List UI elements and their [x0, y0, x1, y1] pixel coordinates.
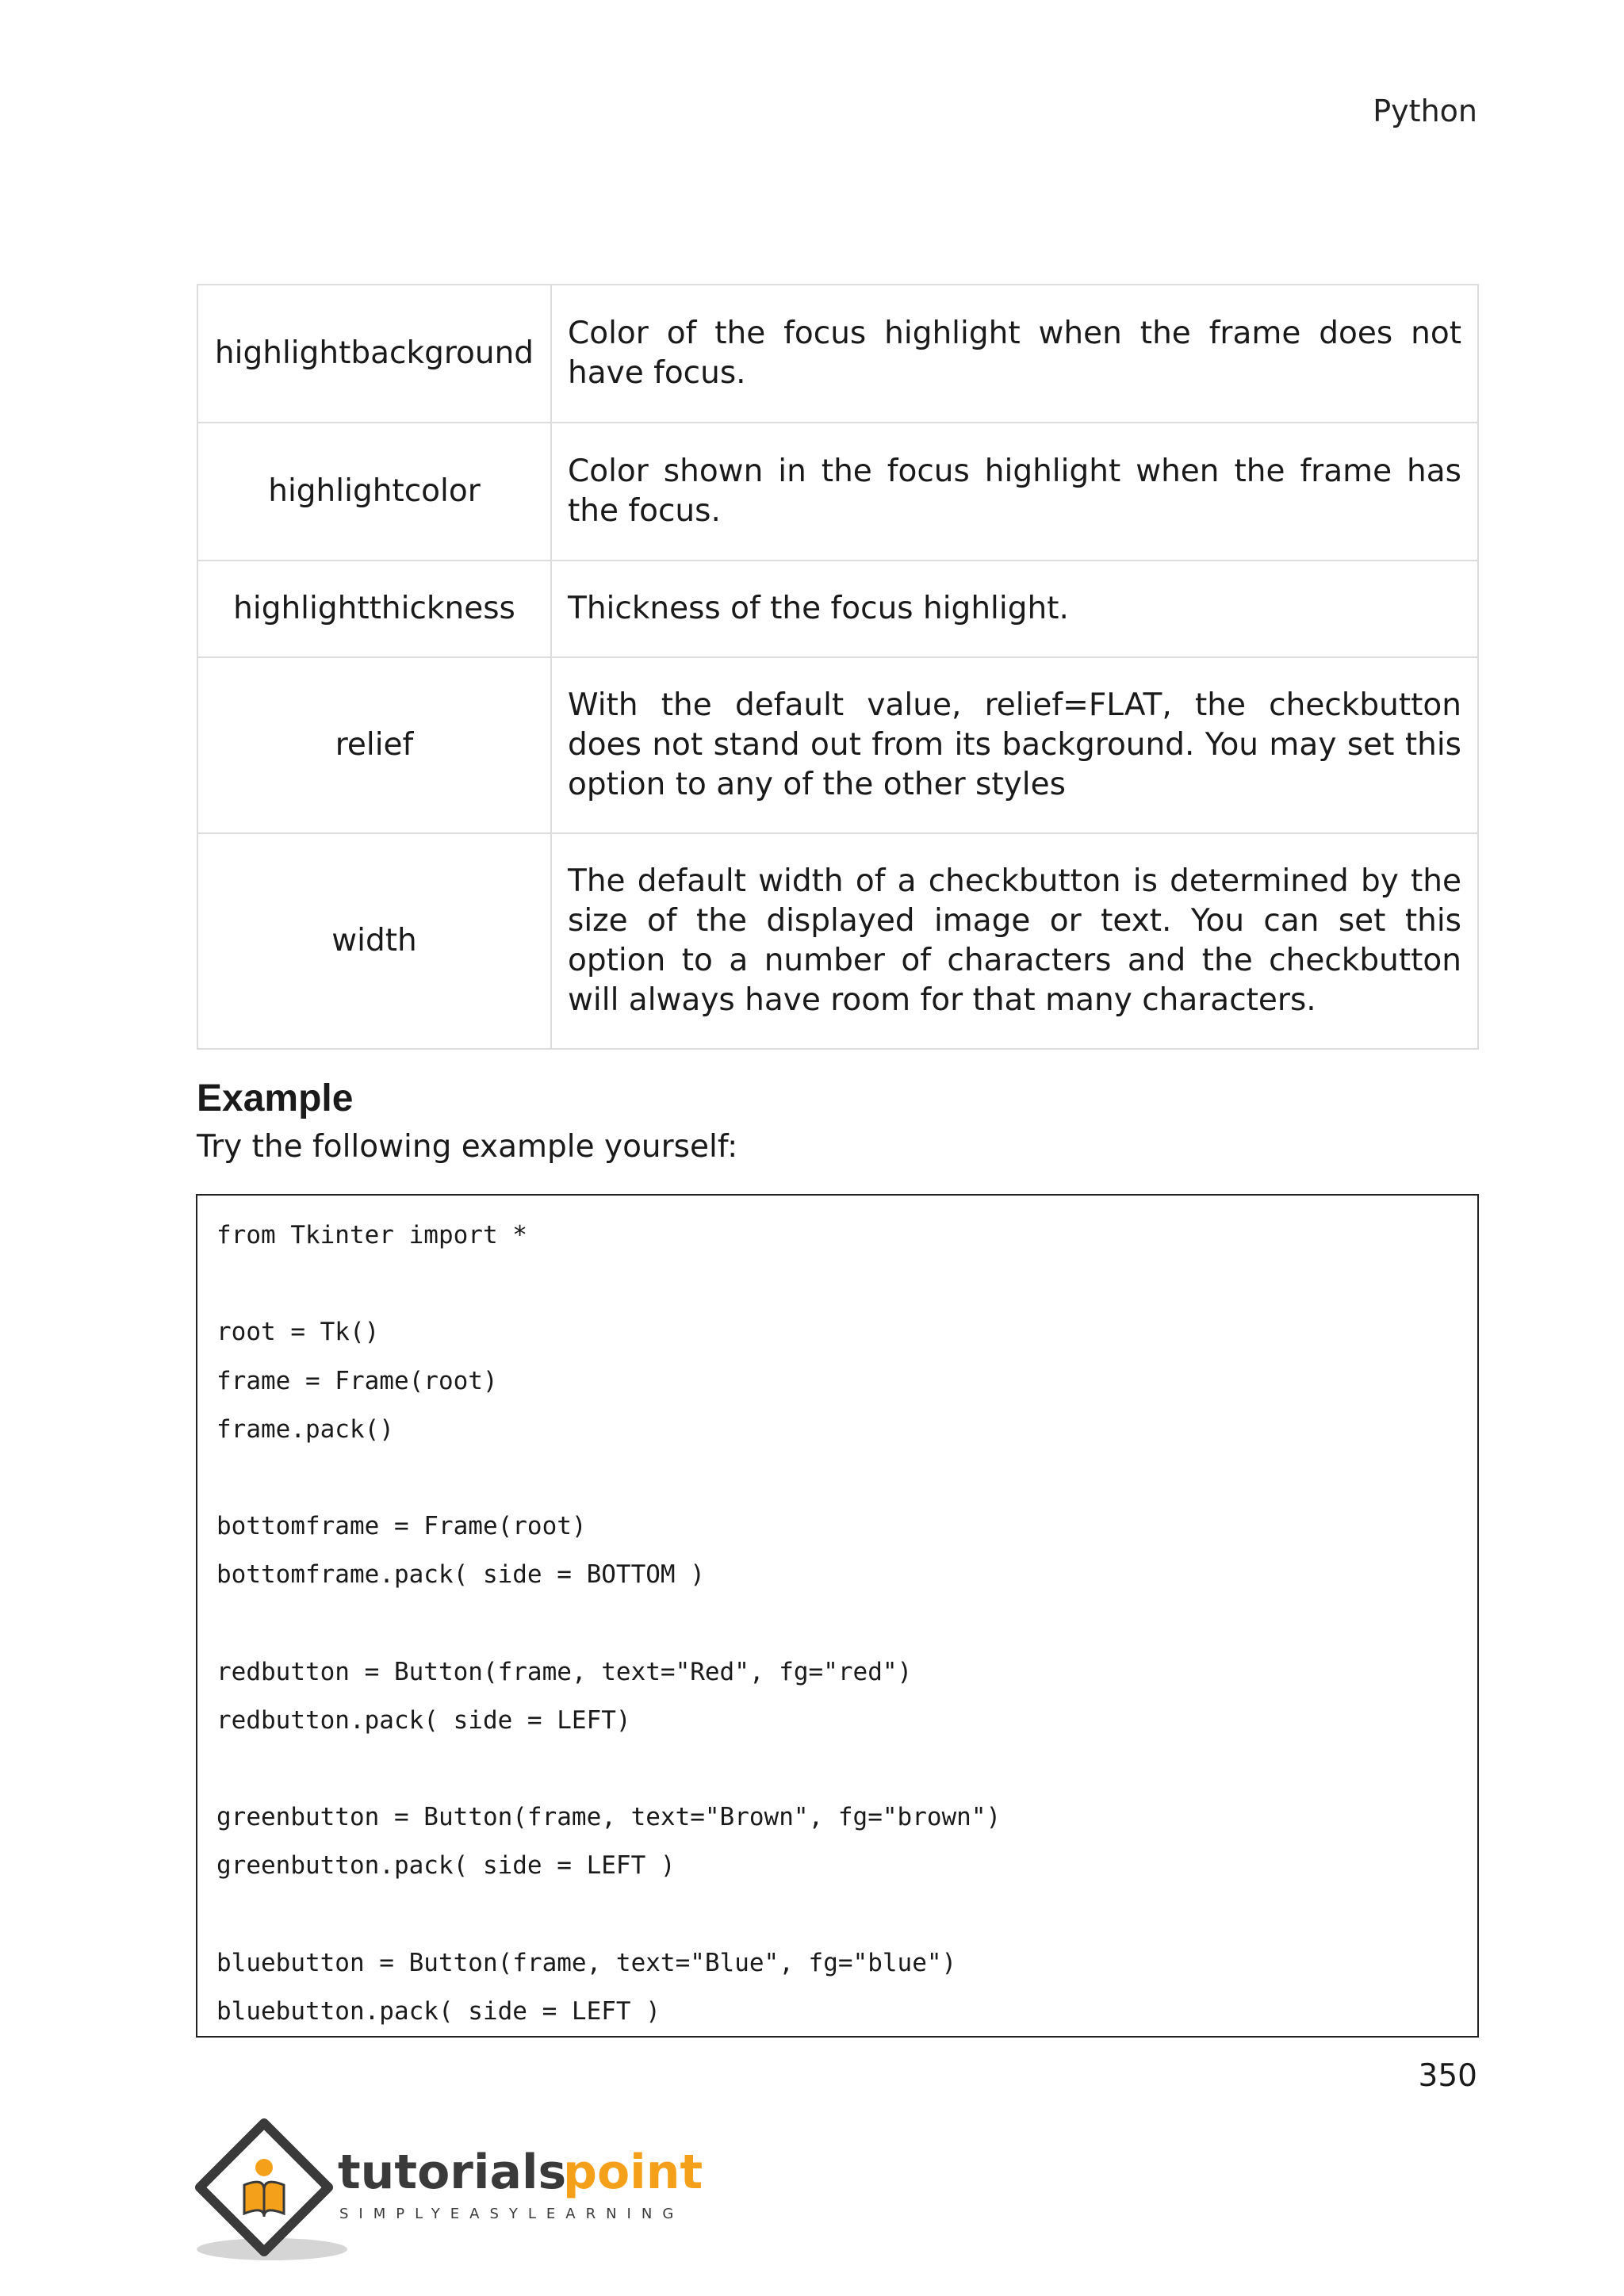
- option-description: Color of the focus highlight when the frame does not have focus.: [551, 285, 1478, 423]
- options-table: [197, 284, 1479, 1050]
- table-row: [197, 561, 1478, 657]
- table-row: [197, 423, 1478, 561]
- code-line: [216, 1600, 1458, 1648]
- example-intro: Try the following example yourself:: [197, 1129, 738, 1165]
- code-block: [196, 1194, 1479, 2038]
- code-line: redbutton = Button(frame, text="Red", fg="red"): [216, 1657, 913, 1686]
- code-line: bottomframe.pack( side = BOTTOM ): [216, 1560, 705, 1590]
- code-line: [216, 1891, 1458, 1939]
- logo-wordmark-point: point: [563, 2145, 703, 2200]
- option-description: The default width of a checkbutton is determined by the size of the displayed image or text. You can set this option to a number of characters and the checkbutton will always have room for that many characters.: [551, 833, 1478, 1049]
- running-header-title: Python: [1373, 94, 1477, 128]
- option-name: relief: [197, 657, 551, 833]
- option-name: width: [197, 833, 551, 1049]
- option-name: highlightbackground: [197, 285, 551, 423]
- code-line: bluebutton.pack( side = LEFT ): [216, 1997, 661, 2026]
- code-line: frame = Frame(root): [216, 1366, 498, 1395]
- logo-wordmark-tutorials: tutorials: [338, 2145, 567, 2200]
- code-line: [216, 1745, 1458, 1793]
- code-line: greenbutton = Button(frame, text="Brown", fg="brown"): [216, 1803, 1002, 1832]
- code-line: greenbutton.pack( side = LEFT ): [216, 1851, 676, 1881]
- option-description: With the default value, relief=FLAT, the checkbutton does not stand out from its background. You may set this option to any of the other styles: [551, 657, 1478, 833]
- page-number: 350: [1418, 2058, 1477, 2094]
- logo-tagline: SIMPLYEASYLEARNING: [339, 2206, 684, 2222]
- code-line: bottomframe = Frame(root): [216, 1512, 587, 1541]
- code-line: from Tkinter import *: [216, 1221, 527, 1249]
- code-line: frame.pack(): [216, 1414, 394, 1444]
- option-name: highlightcolor: [197, 423, 551, 561]
- code-line: [216, 1454, 1458, 1502]
- code-line: redbutton.pack( side = LEFT): [216, 1705, 631, 1735]
- tutorialspoint-logo: [197, 2118, 703, 2261]
- option-description: Color shown in the focus highlight when the frame has the focus.: [551, 423, 1478, 561]
- code-line: bluebutton = Button(frame, text="Blue", fg="blue"): [216, 1948, 957, 1977]
- option-name: highlightthickness: [197, 561, 551, 657]
- option-description: Thickness of the focus highlight.: [551, 561, 1478, 657]
- code-line: root = Tk(): [216, 1318, 380, 1347]
- table-row: [197, 285, 1478, 423]
- example-heading: Example: [197, 1077, 354, 1119]
- table-row: [197, 657, 1478, 833]
- code-line: [216, 1260, 1458, 1308]
- table-row: [197, 833, 1478, 1049]
